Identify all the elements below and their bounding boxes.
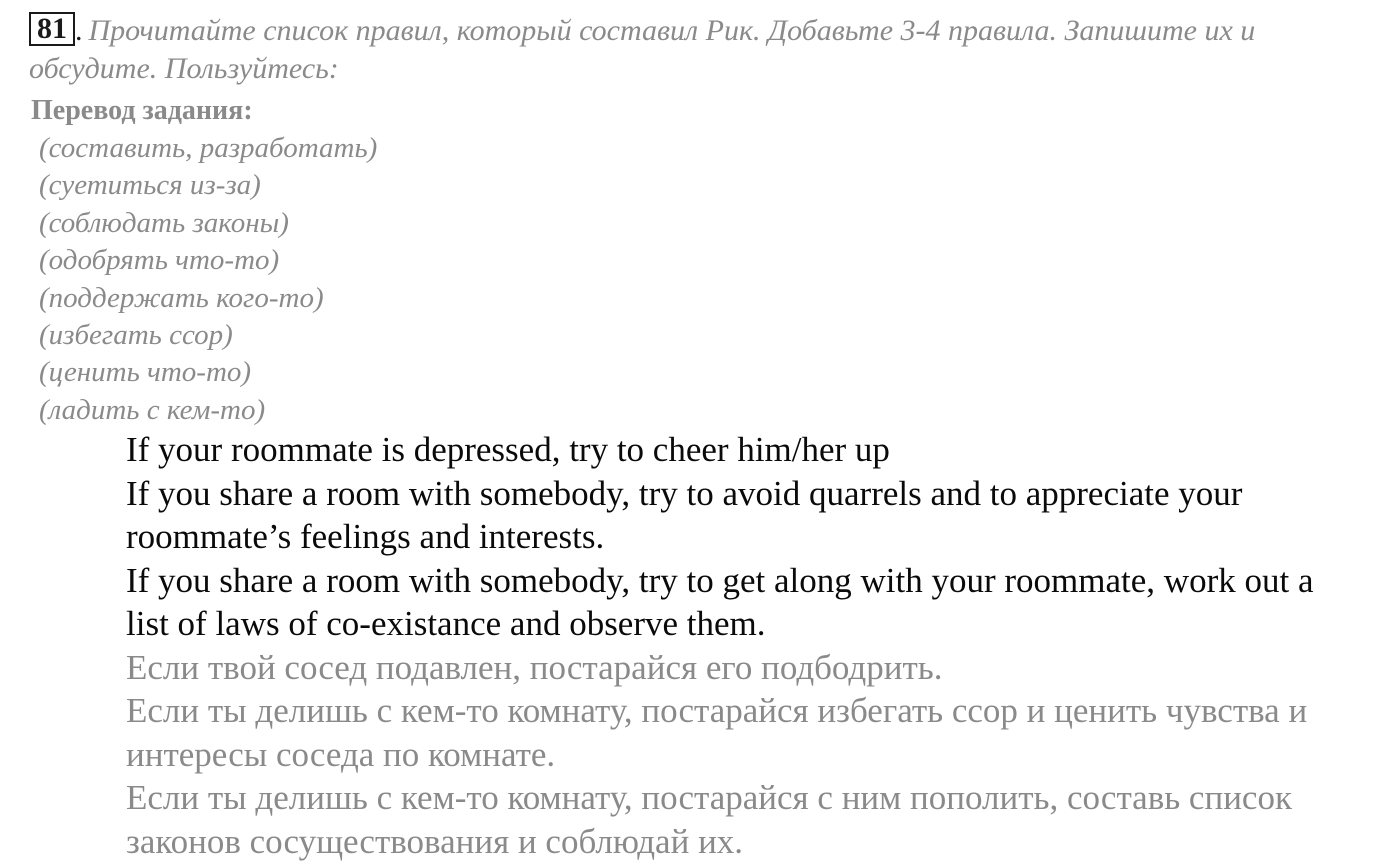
vocabulary-list <box>39 130 377 429</box>
vocabulary-item: (ценить что-то) <box>39 356 252 389</box>
rule-english: If you share a room with somebody, try to get along with your roommate, work out a list of laws of co-existance and observe them. <box>126 560 1314 643</box>
vocabulary-item: (одобрять что-то) <box>39 244 280 277</box>
vocabulary-item: (поддержать кого-то) <box>39 281 324 314</box>
answers-block <box>126 428 1326 863</box>
task-header <box>29 12 1369 88</box>
vocabulary-item: (ладить с кем-то) <box>39 393 266 426</box>
vocabulary-item: (избегать ссор) <box>39 318 233 351</box>
rule-english: If you share a room with somebody, try to avoid quarrels and to appreciate your roommate’s feelings and interests. <box>126 473 1243 556</box>
rule-russian: Если ты делишь с кем-то комнату, постарайся с ним пополить, составь список законов сосуществования и соблюдай их. <box>126 778 1292 861</box>
task-number-suffix: . <box>75 14 83 47</box>
rule-russian: Если твой сосед подавлен, постарайся его подбодрить. <box>126 647 943 687</box>
task-number: 81 <box>29 12 75 46</box>
task-instruction: Прочитайте список правил, который составил Рик. Добавьте 3-4 правила. Запишите их и обсудите. Пользуйтесь: <box>29 14 1256 85</box>
vocabulary-item: (соблюдать законы) <box>39 206 289 239</box>
rule-english: If your roommate is depressed, try to cheer him/her up <box>126 430 890 469</box>
rule-russian: Если ты делишь с кем-то комнату, постарайся избегать ссор и ценить чувства и интересы соседа по комнате. <box>126 691 1308 774</box>
translation-heading: Перевод задания: <box>31 95 253 126</box>
vocabulary-item: (составить, разработать) <box>39 132 378 164</box>
vocabulary-item: (суетиться из-за) <box>39 169 261 202</box>
